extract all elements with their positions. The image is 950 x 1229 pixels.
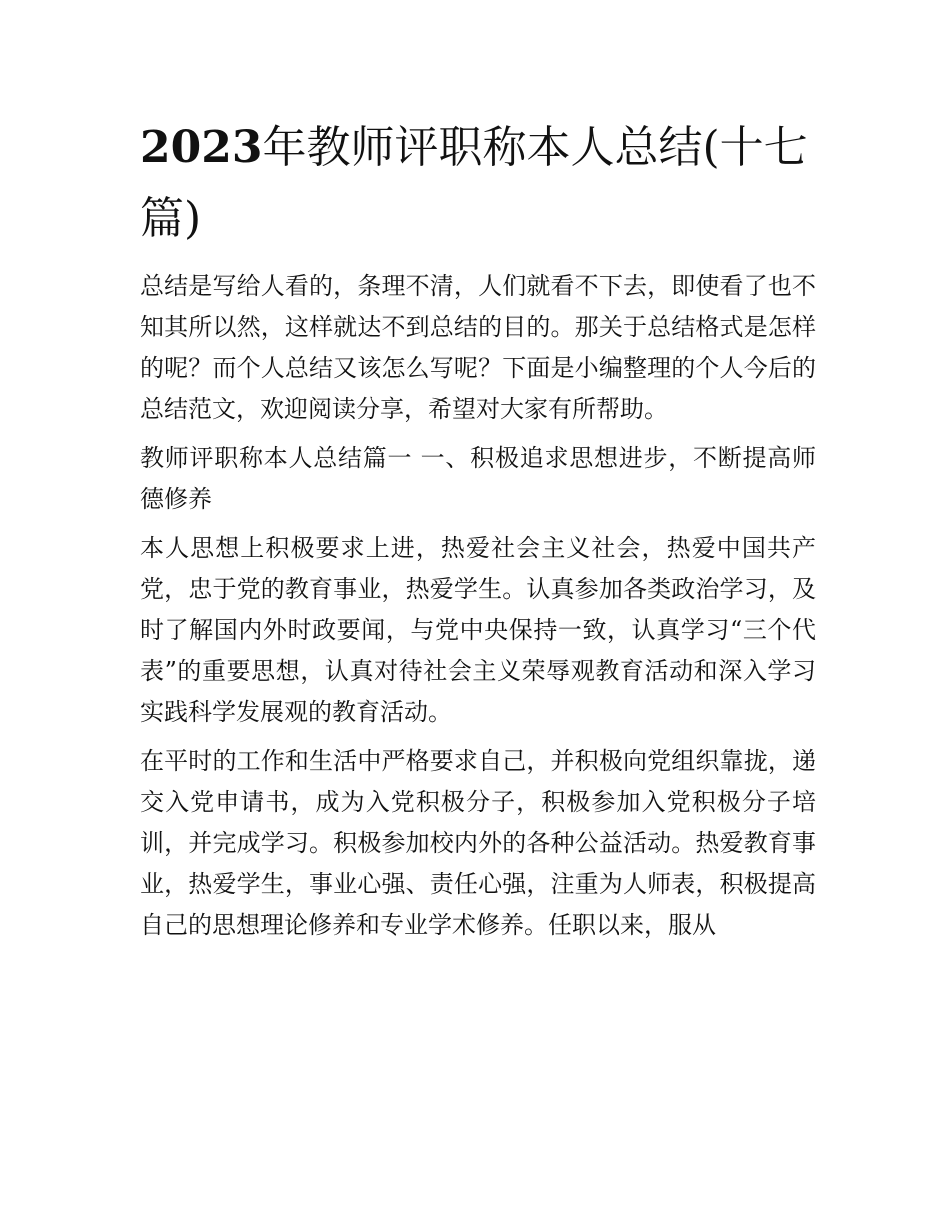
document-title [140,112,816,254]
body-paragraph: 在平时的工作和生活中严格要求自己，并积极向党组织靠拢，递交入党申请书，成为入党积极分子，积极参加入党积极分子培训，并完成学习。积极参加校内外的各种公益活动。热爱教育事业，热爱学生，事业心强、责任心强，注重为人师表，积极提高自己的思想理论修养和专业学术修养。任职以来，服从 [140,747,816,939]
document-body [140,112,816,946]
intro-paragraph: 总结是写给人看的，条理不清，人们就看不下去，即使看了也不知其所以然，这样就达不到总结的目的。那关于总结格式是怎样的呢？而个人总结又该怎么写呢？下面是小编整理的个人今后的总结范文，欢迎阅读分享，希望对大家有所帮助。 [140,272,816,423]
title-year: 2023 [140,122,263,173]
section-heading: 教师评职称本人总结篇一 一、积极追求思想进步，不断提高师德修养 [140,444,816,513]
title-text: 年教师评职称本人总结(十七篇) [140,122,808,244]
body-paragraph: 本人思想上积极要求上进，热爱社会主义社会，热爱中国共产党，忠于党的教育事业，热爱学生。认真参加各类政治学习，及时了解国内外时政要闻，与党中央保持一致，认真学习“三个代表”的重要思想，认真对待社会主义荣辱观教育活动和深入学习实践科学发展观的教育活动。 [140,534,816,726]
